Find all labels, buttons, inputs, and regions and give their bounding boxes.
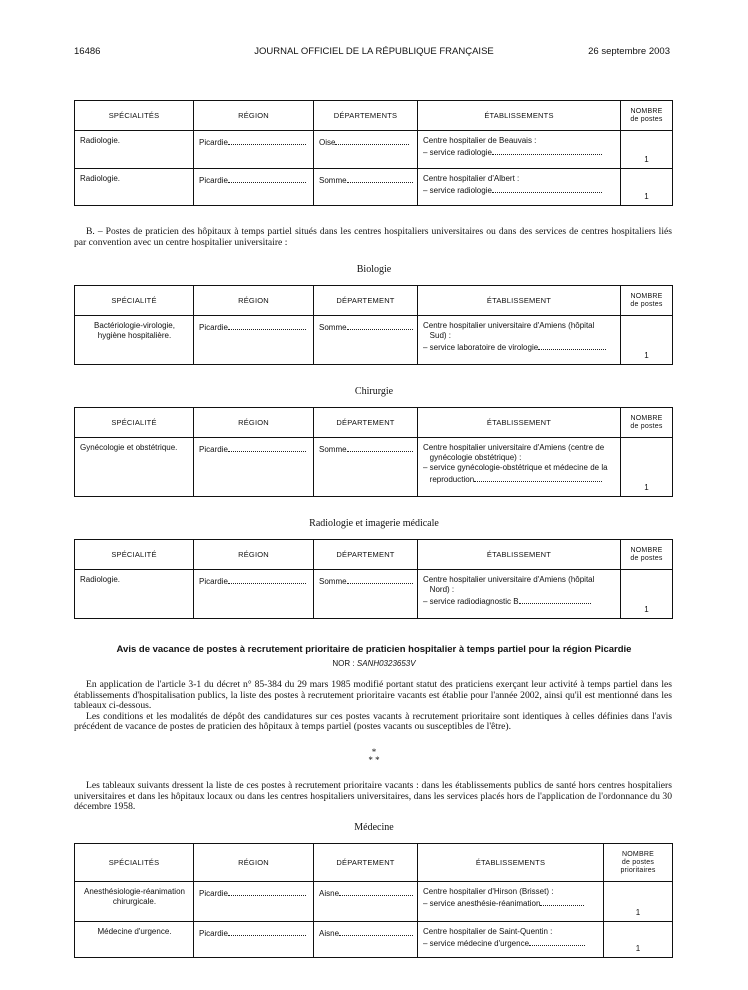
col-header-region: RÉGION — [194, 408, 314, 438]
col-header-specialites: SPÉCIALITÉS — [75, 844, 194, 882]
asterism: * * * — [368, 747, 380, 765]
col-header-region: RÉGION — [194, 101, 314, 131]
section-b-paragraph: B. – Postes de praticien des hôpitaux à temps partiel situés dans les centres hospitaliers universitaires ou dans des services de centres hospitaliers liés par convention avec un centre hospitalier universitaire : — [74, 226, 672, 248]
cell-etablissement: Centre hospitalier d'Albert : – service radiologie — [418, 169, 620, 198]
table-medecine — [74, 843, 673, 958]
cell-departement: Oise — [319, 138, 336, 147]
notice-paragraph: Les conditions et les modalités de dépôt des candidatures sur ces postes vacants à recrutement prioritaire sont identiques à celles définies dans l'avis précédent de vacance de postes de praticien des hôpitaux à temps partiel (postes vacants ou susceptibles de l'être). — [74, 710, 672, 732]
col-header-departement: DÉPARTEMENT — [314, 844, 418, 882]
table-row — [75, 882, 673, 922]
cell-departement: Aisne — [319, 889, 340, 898]
col-header-specialite: SPÉCIALITÉ — [75, 408, 194, 438]
cell-departement: Somme — [319, 445, 347, 454]
col-header-region: RÉGION — [194, 844, 314, 882]
table-row — [75, 169, 673, 206]
col-header-region: RÉGION — [194, 540, 314, 570]
table-row — [75, 438, 673, 497]
publication-date: 26 septembre 2003 — [588, 46, 670, 57]
col-header-etablissement: ÉTABLISSEMENT — [418, 540, 621, 570]
col-header-nombre-prioritaires: NOMBRE de postes prioritaires — [604, 844, 673, 882]
notice-list-intro: Les tableaux suivants dressent la liste de ces postes à recrutement prioritaire vacants : dans les établissements publics de santé hors centres hospitaliers universitaires et dans les hôpitaux locaux ou dans les centres hospitaliers universitaires, dans les services placés hors de l'application de l'ordonnance du 30 décembre 1958. — [74, 780, 672, 812]
col-header-specialite: SPÉCIALITÉ — [75, 540, 194, 570]
col-header-departement: DÉPARTEMENT — [314, 286, 418, 316]
page-number: 16486 — [74, 46, 101, 57]
cell-etablissement: Centre hospitalier d'Hirson (Brisset) : – service anesthésie-réanimation — [418, 882, 603, 911]
col-header-departements: DÉPARTEMENTS — [314, 101, 418, 131]
table-biologie — [74, 285, 673, 365]
cell-etablissement: Centre hospitalier de Saint-Quentin : – service médecine d'urgence — [418, 922, 603, 951]
col-header-nombre: NOMBRE de postes — [621, 408, 673, 438]
section-title-medecine: Médecine — [354, 822, 394, 833]
cell-specialite: Radiologie. — [80, 174, 121, 183]
notice-title: Avis de vacance de postes à recrutement prioritaire de praticien hospitalier à temps partiel pour la région Picardie — [116, 644, 632, 655]
cell-specialite: Radiologie. — [80, 575, 121, 584]
journal-title: JOURNAL OFFICIEL DE LA RÉPUBLIQUE FRANÇAISE — [254, 46, 494, 57]
cell-specialite: Bactériologie-virologie, hygiène hospitalière. — [94, 321, 175, 340]
cell-departement: Somme — [319, 577, 347, 586]
col-header-nombre: NOMBRE de postes — [621, 101, 673, 131]
cell-etablissement: Centre hospitalier universitaire d'Amiens (hôpital Nord) : – service radiodiagnostic B — [423, 575, 595, 606]
table-row — [75, 316, 673, 365]
cell-region: Picardie — [199, 138, 228, 147]
col-header-etablissements: ÉTABLISSEMENTS — [418, 844, 604, 882]
table-row — [75, 570, 673, 619]
table-radiologie-temps-partiel — [74, 100, 673, 206]
col-header-etablissement: ÉTABLISSEMENT — [418, 408, 621, 438]
col-header-nombre: NOMBRE de postes — [621, 286, 673, 316]
col-header-specialites: SPÉCIALITÉS — [75, 101, 194, 131]
col-header-region: RÉGION — [194, 286, 314, 316]
cell-specialite: Médecine d'urgence. — [97, 927, 172, 936]
notice-body — [74, 680, 672, 733]
table-chirurgie — [74, 407, 673, 497]
cell-region: Picardie — [199, 445, 228, 454]
cell-nombre: 1 — [644, 605, 649, 614]
col-header-departement: DÉPARTEMENT — [314, 540, 418, 570]
section-title-radiologie: Radiologie et imagerie médicale — [309, 518, 439, 529]
cell-region: Picardie — [199, 929, 228, 938]
cell-nombre: 1 — [644, 483, 649, 492]
nor-reference: NOR : SANH0323653V — [332, 659, 416, 668]
col-header-nombre: NOMBRE de postes — [621, 540, 673, 570]
cell-departement: Somme — [319, 176, 347, 185]
cell-specialite: Radiologie. — [80, 136, 121, 145]
notice-paragraph: En application de l'article 3-1 du décret n° 85-384 du 29 mars 1985 modifié portant statut des praticiens exerçant leur activité à temps partiel dans les établissements d'hospitalisation publics, la liste des postes à recrutement prioritaire vacants est établie pour l'année 2002, ainsi qu'il est mentionné dans les tableaux ci-dessous. — [74, 679, 672, 711]
col-header-departement: DÉPARTEMENT — [314, 408, 418, 438]
cell-departement: Aisne — [319, 929, 340, 938]
cell-region: Picardie — [199, 577, 228, 586]
table-row — [75, 922, 673, 958]
cell-nombre: 1 — [635, 908, 641, 917]
table-radiologie-imagerie — [74, 539, 673, 619]
section-title-chirurgie: Chirurgie — [354, 386, 394, 397]
cell-nombre: 1 — [635, 944, 641, 953]
cell-etablissement: Centre hospitalier universitaire d'Amiens (hôpital Sud) : – service laboratoire de virologie — [418, 316, 620, 355]
cell-specialite: Anesthésiologie-réanimation chirurgicale. — [84, 887, 185, 906]
col-header-etablissement: ÉTABLISSEMENT — [418, 286, 621, 316]
col-header-etablissements: ÉTABLISSEMENTS — [418, 101, 621, 131]
cell-specialite: Gynécologie et obstétrique. — [80, 443, 178, 452]
cell-etablissement: Centre hospitalier de Beauvais : – service radiologie — [418, 131, 620, 160]
cell-nombre: 1 — [644, 192, 649, 201]
cell-departement: Somme — [319, 323, 347, 332]
cell-region: Picardie — [199, 176, 228, 185]
cell-nombre: 1 — [644, 351, 649, 360]
cell-nombre: 1 — [644, 155, 649, 164]
section-title-biologie: Biologie — [356, 264, 392, 275]
cell-region: Picardie — [199, 889, 228, 898]
cell-region: Picardie — [199, 323, 228, 332]
col-header-specialite: SPÉCIALITÉ — [75, 286, 194, 316]
cell-etablissement: Centre hospitalier universitaire d'Amiens (centre de gynécologie obstétrique) : – service gynécologie-obstétrique et médecine de la reproduction — [423, 443, 608, 484]
table-row — [75, 131, 673, 169]
